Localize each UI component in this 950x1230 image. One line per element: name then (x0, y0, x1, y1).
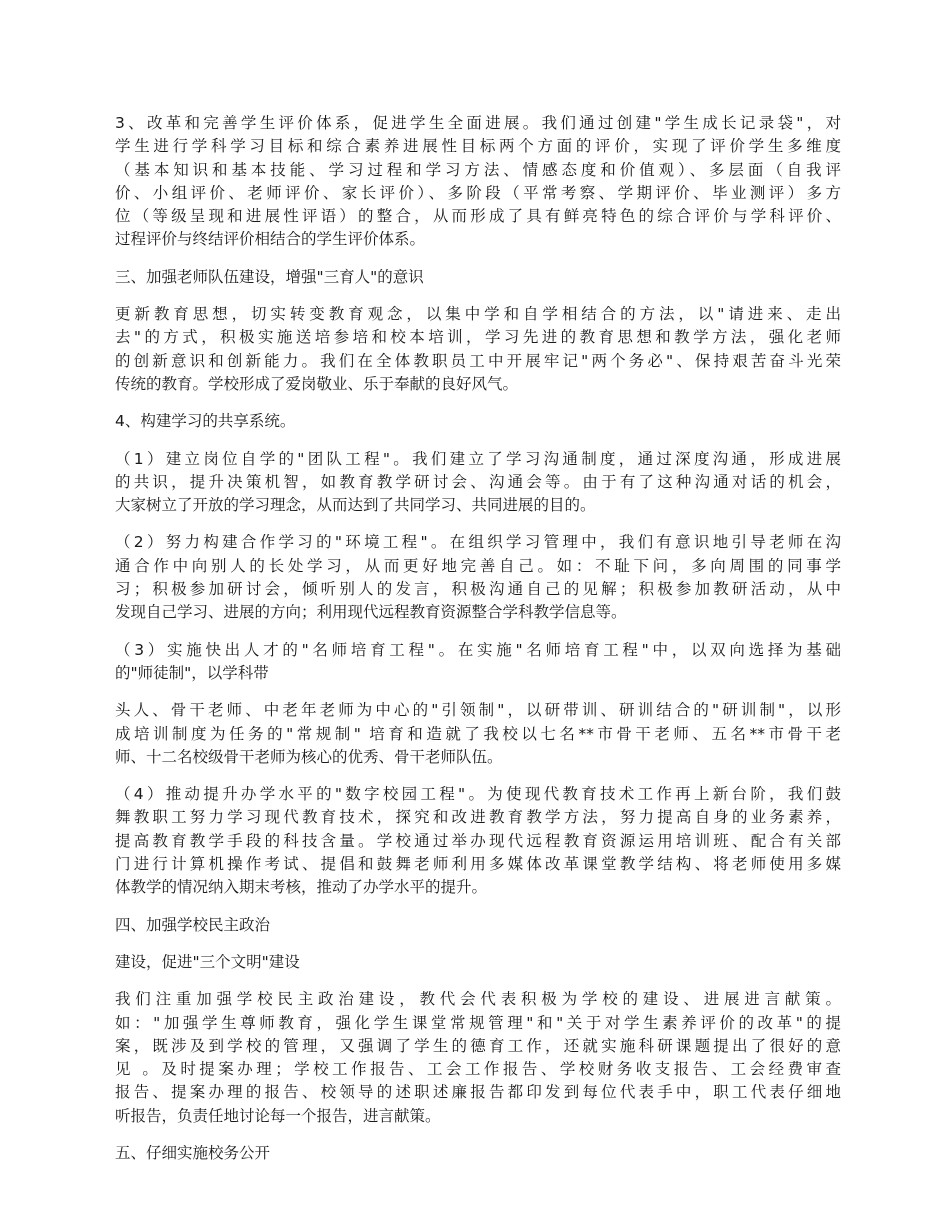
text-line: 体教学的情况纳入期末考核，推动了办学水平的提升。 (115, 878, 488, 897)
text-line: （3）实施快出人才的"名师培育工程"。在实施"名师培育工程"中，以双向选择为基础 (115, 640, 841, 659)
text-line: 提高教育教学手段的科技含量。学校通过举办现代远程教育资源运用培训班、配合有关部 (115, 831, 841, 850)
text-line: 通合作中向别人的长处学习，从而更好地完善自己。如：不耻下问，多向周围的同事学 (115, 556, 841, 575)
text-line: （4）推动提升办学水平的"数字校园工程"。为使现代教育技术工作再上新台阶，我们鼓 (115, 785, 841, 804)
text-line: 3、改革和完善学生评价体系，促进学生全面进展。我们通过创建"学生成长记录袋"，对 (115, 114, 841, 132)
text-line: 五、仔细实施校务公开 (115, 1143, 271, 1162)
text-line: （2）努力构建合作学习的"环境工程"。在组织学习管理中，我们有意识地引导老师在沟 (115, 533, 841, 552)
text-line: 师、十二名校级骨干老师为核心的优秀、骨干老师队伍。 (115, 747, 503, 766)
paragraph-environment-project (115, 531, 841, 624)
text-line: 成培训制度为任务的"常规制" 培育和造就了我校以七名**市骨干老师、五名**市骨干老 (115, 724, 841, 743)
text-line: 建设，促进"三个文明"建设 (115, 952, 300, 971)
text-line: 门进行计算机操作考试、提倡和鼓舞老师利用多媒体改革课堂教学结构、将老师使用多媒 (115, 855, 841, 874)
text-line: 习；积极参加研讨会，倾听别人的发言，积极沟通自己的见解；积极参加教研活动，从中 (115, 580, 841, 599)
text-line: 发现自己学习、进展的方向；利用现代远程教育资源整合学科教学信息等。 (115, 603, 627, 622)
text-line: 报告、提案办理的报告、校领导的述职述廉报告都印发到每位代表手中，职工代表仔细地 (115, 1083, 841, 1102)
text-line: 4、构建学习的共享系统。 (115, 412, 296, 431)
text-line: 的创新意识和创新能力。我们在全体教职员工中开展牢记"两个务必"、保持艰苦奋斗光荣 (115, 351, 841, 370)
text-line: 的"师徒制"，以学科带 (115, 663, 269, 682)
paragraph-famous-teacher (115, 639, 841, 686)
text-line: 的共识，提升决策机智，如教育教学研讨会、沟通会等。由于有了这种沟通对话的机会， (115, 472, 841, 491)
text-line: 价、小组评价、老师评价、家长评价）、多阶段（平常考察、学期评价、毕业测评）多方 (115, 183, 841, 202)
text-line: 过程评价与终结评价相结合的学生评价体系。 (115, 230, 426, 249)
paragraph-student-evaluation (115, 112, 841, 252)
heading-three-civilizations (115, 951, 841, 974)
text-line: （基本知识和基本技能、学习过程和学习方法、情感态度和价值观）、多层面（自我评 (115, 160, 841, 179)
text-line: 案，既涉及到学校的管理，又强调了学生的德育工作，还就实施科研课题提出了很好的意 (115, 1036, 841, 1055)
text-line: 传统的教育。学校形成了爱岗敬业、乐于奉献的良好风气。 (115, 374, 519, 393)
text-line: 舞教职工努力学习现代教育技术，探究和改进教育教学方法，努力提高自身的业务素养， (115, 808, 841, 827)
text-line: 三、加强老师队伍建设，增强"三育人"的意识 (115, 267, 424, 286)
text-line: 头人、骨干老师、中老年老师为中心的"引领制"，以研带训、研训结合的"研训制"，以形 (115, 701, 841, 720)
heading-teacher-team (115, 266, 841, 289)
text-line: 听报告，负责任地讨论每一个报告，进言献策。 (115, 1106, 441, 1125)
paragraph-leadership-system (115, 699, 841, 769)
text-line: 见 。及时提案办理；学校工作报告、工会工作报告、学校财务收支报告、工会经费审查 (115, 1060, 841, 1079)
paragraph-team-project (115, 448, 841, 518)
paragraph-education-ideas (115, 303, 841, 396)
text-line: 去"的方式，积极实施送培参培和校本培训，学习先进的教育思想和教学方法，强化老师 (115, 328, 841, 347)
document-page (115, 112, 841, 1179)
heading-democratic-politics (115, 914, 841, 937)
text-line: 如："加强学生尊师教育，强化学生课堂常规管理"和"关于对学生素养评价的改革"的提 (115, 1013, 841, 1032)
text-line: 我们注重加强学校民主政治建设，教代会代表积极为学校的建设、进展进言献策。 (115, 990, 841, 1009)
heading-school-affairs (115, 1142, 841, 1165)
text-line: 更新教育思想，切实转变教育观念，以集中学和自学相结合的方法，以"请进来、走出 (115, 305, 841, 324)
heading-learning-sharing (115, 410, 841, 433)
text-line: 四、加强学校民主政治 (115, 915, 271, 934)
text-line: 位（等级呈现和进展性评语）的整合，从而形成了具有鲜亮特色的综合评价与学科评价、 (115, 207, 841, 226)
text-line: 学生进行学科学习目标和综合素养进展性目标两个方面的评价，实现了评价学生多维度 (115, 137, 841, 156)
paragraph-representative-congress (115, 988, 841, 1128)
paragraph-digital-campus (115, 783, 841, 899)
text-line: 大家树立了开放的学习理念，从而达到了共同学习、共同进展的目的。 (115, 496, 596, 515)
text-line: （1）建立岗位自学的"团队工程"。我们建立了学习沟通制度，通过深度沟通，形成进展 (115, 449, 841, 468)
